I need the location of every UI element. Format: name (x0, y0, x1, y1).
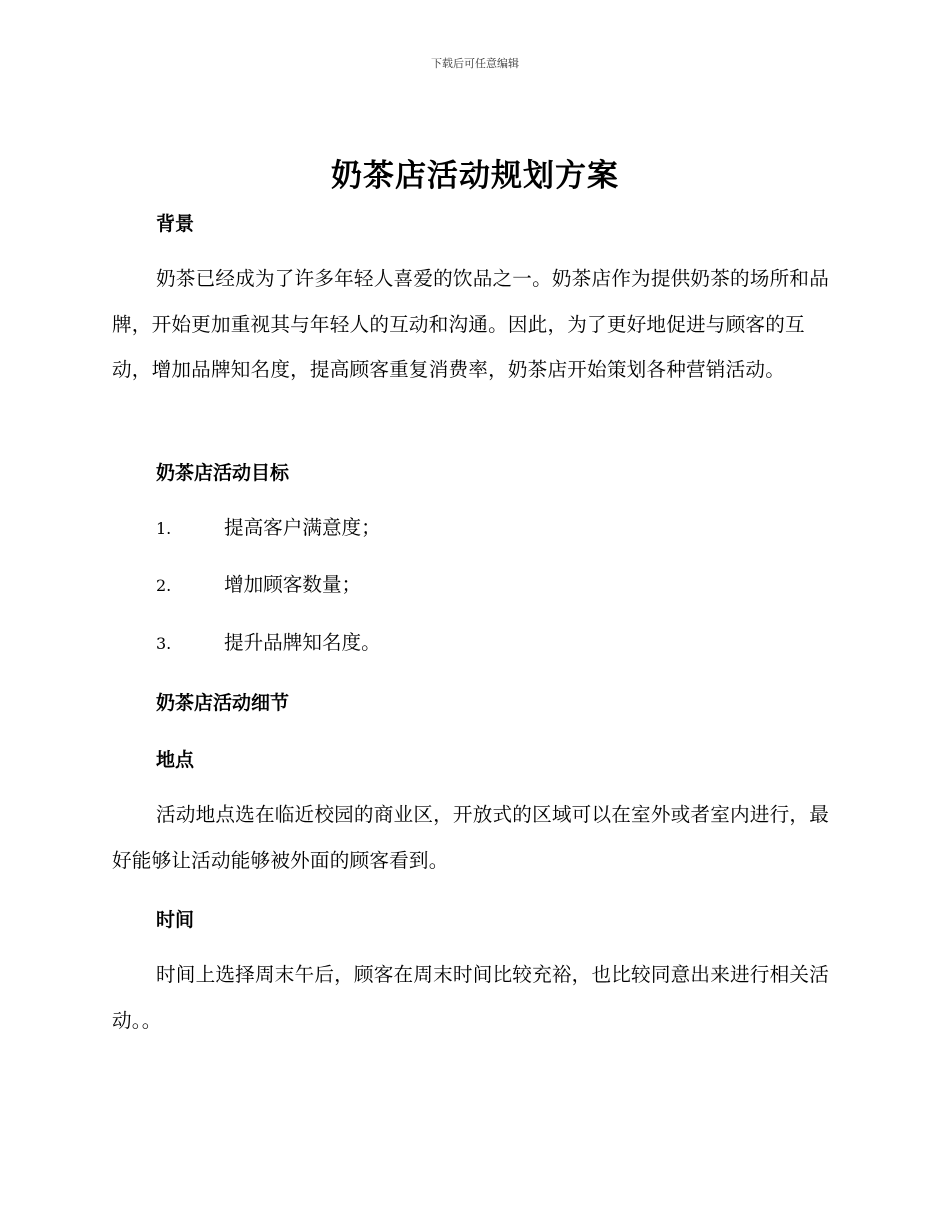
section-heading-goals: 奶茶店活动目标 (156, 462, 290, 484)
list-item-text: 提升品牌知名度。 (224, 631, 381, 654)
section-heading-details: 奶茶店活动细节 (156, 692, 290, 714)
list-item-text: 提高客户满意度； (224, 516, 381, 539)
list-number: 3. (156, 634, 172, 653)
list-number: 2. (156, 576, 172, 595)
header-note: 下载后可任意编辑 (431, 57, 519, 70)
section-heading-time: 时间 (156, 909, 195, 931)
section-heading-location: 地点 (156, 749, 195, 771)
document-title: 奶茶店活动规划方案 (331, 158, 619, 194)
list-number: 1. (156, 519, 172, 538)
paragraph-background: 奶茶已经成为了许多年轻人喜爱的饮品之一。奶茶店作为提供奶茶的场所和品牌，开始更加重视其与年轻人的互动和沟通。因此，为了更好地促进与顾客的互动，增加品牌知名度，提高顾客重复消费率，奶茶店开始策划各种营销活动。 (112, 267, 829, 381)
paragraph-time: 时间上选择周末午后，顾客在周末时间比较充裕，也比较同意出来进行相关活动。。 (112, 963, 829, 1032)
goal-list-item (156, 515, 381, 541)
goal-list-item (156, 630, 381, 656)
paragraph-location: 活动地点选在临近校园的商业区，开放式的区域可以在室外或者室内进行，最好能够让活动能够被外面的顾客看到。 (112, 803, 829, 872)
section-heading-background: 背景 (156, 213, 195, 235)
goal-list-item (156, 572, 361, 598)
list-item-text: 增加顾客数量； (224, 573, 362, 596)
